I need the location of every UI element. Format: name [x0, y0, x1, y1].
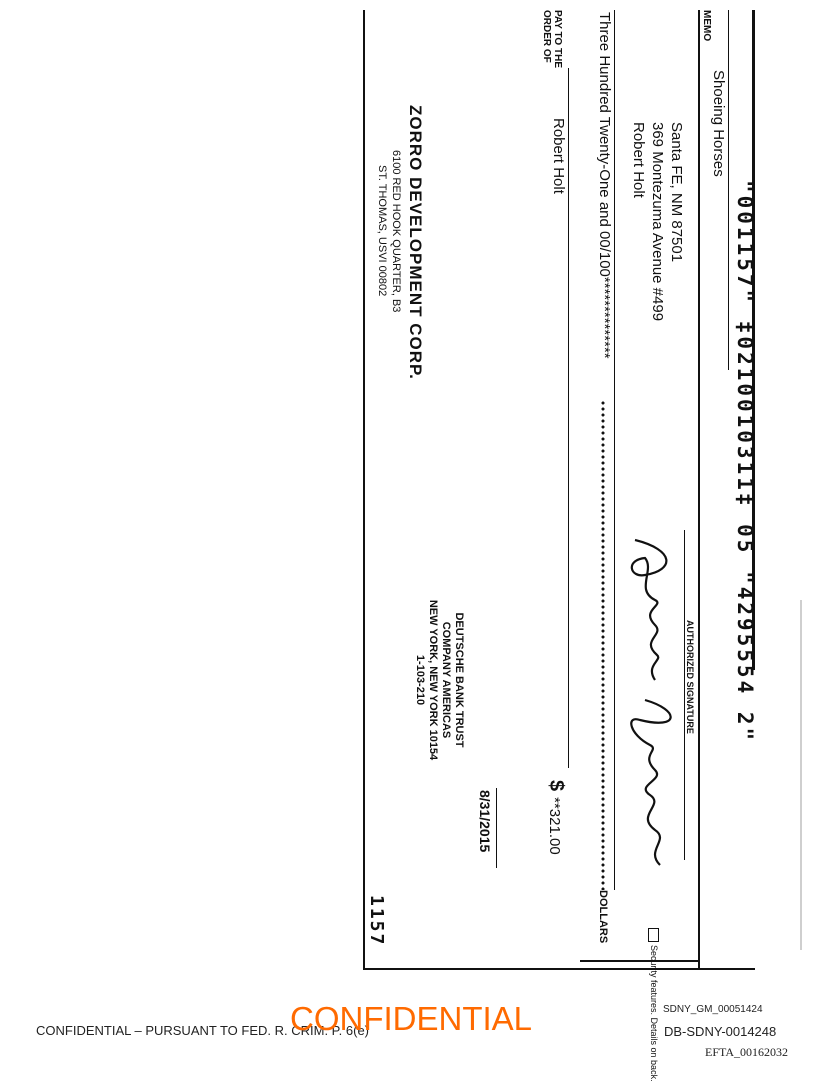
date-underline [496, 788, 497, 868]
bates-gm: SDNY_GM_00051424 [663, 1004, 763, 1015]
confidential-notice: CONFIDENTIAL – PURSUANT TO FED. R. CRIM. P. 6(e) [36, 1023, 370, 1038]
bates-db: DB-SDNY-0014248 [664, 1024, 777, 1039]
payee-name: Robert Holt [550, 118, 567, 194]
written-amount: Three Hundred Twenty-One and 00/100************** [596, 12, 613, 359]
authorized-signature-label: AUTHORIZED SIGNATURE [685, 620, 695, 734]
amount-box [544, 780, 567, 855]
bank-line1: DEUTSCHE BANK TRUST [453, 612, 465, 748]
check-right-border [363, 968, 755, 970]
security-lock-icon [648, 928, 659, 942]
memo-line [728, 10, 729, 370]
micr-line: "001157" ‡0210010311‡ 05 "4295554 2" [733, 180, 757, 744]
check-top-border [363, 10, 365, 970]
company-name: ZORRO DEVELOPMENT CORP. [406, 105, 425, 380]
check-date: 8/31/2015 [477, 790, 493, 853]
payee-address-name: Robert Holt [630, 122, 647, 198]
bank-line2: COMPANY AMERICAS [440, 621, 452, 739]
memo-label: MEMO [701, 10, 712, 42]
written-amount-fill [599, 400, 607, 890]
pay-to-label: PAY TO THE ORDER OF [541, 10, 563, 68]
check-inner-bottom-line [698, 10, 700, 970]
dollars-label: DOLLARS [597, 890, 609, 944]
check-number: 1157 [366, 895, 387, 947]
signature-graphic [613, 530, 685, 870]
check-right-inner-line [580, 960, 700, 962]
amount-value: **321.00 [546, 797, 563, 855]
scan-edge [800, 600, 802, 950]
payee-address-line2: Santa FE, NM 87501 [668, 122, 685, 263]
security-note: Security features. Details on back. [649, 945, 659, 1082]
bates-efta: EFTA_00162032 [705, 1045, 789, 1059]
bank-line3: NEW YORK, NEW YORK 10154 [427, 599, 439, 761]
payee-line [568, 68, 569, 768]
bank-info [413, 570, 465, 790]
dollar-sign: $ [545, 780, 567, 792]
company-address-line2: ST. THOMAS, USVI 00802 [376, 165, 388, 297]
payee-address-line1: 369 Montezuma Avenue #499 [649, 122, 666, 322]
company-address-line1: 6100 RED HOOK QUARTER, B3 [390, 150, 402, 313]
bank-line4: 1-103-210 [414, 654, 426, 706]
confidential-stamp: CONFIDENTIAL [290, 1000, 533, 1037]
memo-text: Shoeing Horses [710, 70, 727, 177]
